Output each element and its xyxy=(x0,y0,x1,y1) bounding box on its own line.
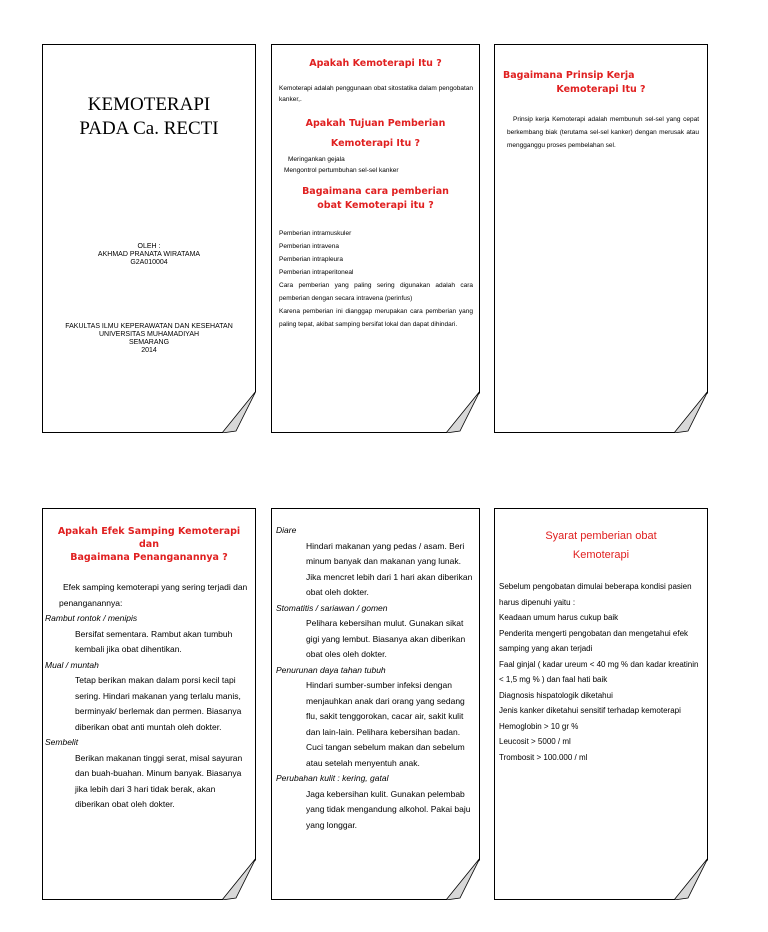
question-method-line1: Bagaimana cara pemberian xyxy=(302,186,449,197)
goal-item: Meringankan gejala xyxy=(288,156,345,163)
requirements-body xyxy=(499,579,703,765)
cover-page xyxy=(42,44,256,433)
side-effect-heading: Stomatitis / sariawan / gomen xyxy=(276,602,388,613)
city-name: SEMARANG xyxy=(128,339,170,346)
side-effects-page-2 xyxy=(271,508,480,900)
side-effects-body-2 xyxy=(276,523,475,833)
cover-title-line1: KEMOTERAPI xyxy=(87,94,211,115)
method-paragraph-2: Karena pemberian ini dianggap merupakan cara pemberian yang paling tepat, akibat samping bersifat lokal dan dapat dihindari. xyxy=(279,308,473,328)
requirements-page xyxy=(494,508,708,900)
question-principle-line1: Bagaimana Prinsip Kerja xyxy=(503,70,635,81)
info-page-2 xyxy=(494,44,708,433)
question-principle xyxy=(495,69,707,97)
year: 2014 xyxy=(141,347,157,354)
question-side-effects-line2: dan xyxy=(139,539,159,550)
goals-list xyxy=(284,154,473,176)
faculty-name: FAKULTAS ILMU KEPERAWATAN DAN KESEHATAN xyxy=(65,323,233,330)
cover-title-line2: PADA Ca. RECTI xyxy=(79,118,219,139)
method-item: Pemberian intravena xyxy=(279,243,339,250)
requirements-title-line1: Syarat pemberian obat xyxy=(545,530,657,542)
method-item: Pemberian intramuskuler xyxy=(279,230,352,237)
question-side-effects-line1: Apakah Efek Samping Kemoterapi xyxy=(57,526,241,537)
method-paragraph-1: Cara pemberian yang paling sering digunakan adalah cara pemberian dengan secara intravena (perinfus) xyxy=(279,282,473,302)
page-curl-icon xyxy=(446,391,480,433)
side-effects-page xyxy=(42,508,256,900)
goal-item: Mengontrol pertumbuhan sel-sel kanker xyxy=(284,167,399,174)
question-purpose xyxy=(272,117,479,151)
requirement-item: Diagnosis hispatologik diketahui xyxy=(499,690,613,700)
oleh-label: OLEH : xyxy=(137,243,161,250)
side-effect-heading: Mual / muntah xyxy=(45,659,99,670)
page-curl-icon xyxy=(222,858,256,900)
question-purpose-line2: Kemoterapi Itu ? xyxy=(330,138,421,149)
side-effect-text: Hindari sumber-sumber infeksi dengan menjauhkan anak dari orang yang sedang flu, sakit tenggorokan, cacar air, sakit kulit dan lain-lain. Pelihara kebersihan badan. Cuci tangan sebelum makan dan sebelum atau setelah menyentuh anak. xyxy=(306,680,465,768)
institution-block xyxy=(43,323,255,355)
page-curl-icon xyxy=(446,858,480,900)
requirement-item: Jenis kanker diketahui sensitif terhadap kemoterapi xyxy=(499,706,681,715)
method-item: Pemberian intrapleura xyxy=(279,256,343,263)
requirement-item: Penderita mengerti pengobatan dan mengetahui efek samping yang akan terjadi xyxy=(499,628,689,653)
page-curl-icon xyxy=(674,391,708,433)
university-name: UNIVERSITAS MUHAMADIYAH xyxy=(98,331,200,338)
side-effect-heading: Penurunan daya tahan tubuh xyxy=(276,664,386,675)
question-purpose-line1: Apakah Tujuan Pemberian xyxy=(305,118,446,129)
page-curl-icon xyxy=(222,391,256,433)
cover-title xyxy=(43,93,255,141)
side-effect-heading: Rambut rontok / menipis xyxy=(45,613,138,623)
side-effects-intro: Efek samping kemoterapi yang sering terjadi dan penanganannya: xyxy=(59,582,248,608)
requirement-item: Leucosit > 5000 / ml xyxy=(499,737,571,746)
side-effect-text: Jaga kebersihan kulit. Gunakan pelembab yang tidak mengandung alkohol. Pakai baju yang longgar. xyxy=(306,788,471,830)
requirement-item: Hemoglobin > 10 gr % xyxy=(499,721,579,731)
question-side-effects xyxy=(43,525,255,564)
side-effect-text: Bersifat sementara. Rambut akan tumbuh kembali jika obat dihentikan. xyxy=(75,628,233,654)
principle-text: Prinsip kerja Kemoterapi adalah membunuh sel-sel yang cepat berkembang biak (terutama sel-sel kanker) dengan merusak atau mengganggu proses pembelahan sel. xyxy=(507,116,699,149)
side-effect-text: Tetap berikan makan dalam porsi kecil tapi sering. Hindari makanan yang terlalu manis, berminyak/ berlemak dan permen. Biasanya diberikan obat anti muntah oleh dokter. xyxy=(75,675,242,732)
side-effect-text: Hindari makanan yang pedas / asam. Beri minum banyak dan makanan yang lunak. Jika mencret lebih dari 1 hari akan diberikan obat oleh dokter. xyxy=(306,540,473,597)
page-curl-icon xyxy=(674,858,708,900)
author-name: AKHMAD PRANATA WIRATAMA xyxy=(97,251,201,258)
side-effect-heading: Perubahan kulit : kering, gatal xyxy=(276,773,389,783)
side-effect-text: Pelihara kebersihan mulut. Gunakan sikat gigi yang lembut. Biasanya akan diberikan obat oles oleh dokter. xyxy=(306,618,466,659)
requirement-item: Trombosit > 100.000 / ml xyxy=(499,752,588,762)
author-block xyxy=(43,243,255,267)
side-effect-heading: Sembelit xyxy=(45,737,79,747)
side-effects-body xyxy=(45,580,249,813)
requirements-title xyxy=(495,527,707,565)
question-what-is: Apakah Kemoterapi Itu ? xyxy=(309,58,442,69)
side-effect-text: Berikan makanan tinggi serat, misal sayuran dan buah-buahan. Minum banyak. Biasanya jika lebih dari 3 hari tidak berak, akan diberikan obat oleh dokter. xyxy=(75,752,243,809)
side-effect-heading: Diare xyxy=(276,525,297,535)
question-principle-line2: Kemoterapi Itu ? xyxy=(556,84,646,95)
question-method xyxy=(272,185,479,213)
requirements-title-line2: Kemoterapi xyxy=(572,549,630,561)
question-method-line2: obat Kemoterapi itu ? xyxy=(317,200,434,211)
requirement-item: Faal ginjal ( kadar ureum < 40 mg % dan kadar kreatinin < 1,5 mg % ) dan faal hati baik xyxy=(499,659,699,684)
method-item: Pemberian intraperitoneal xyxy=(279,269,354,276)
requirements-intro: Sebelum pengobatan dimulai beberapa kondisi pasien harus dipenuhi yaitu : xyxy=(499,582,692,607)
methods-list xyxy=(279,227,473,279)
question-side-effects-line3: Bagaimana Penanganannya ? xyxy=(70,552,228,563)
student-id: G2A010004 xyxy=(130,259,168,266)
info-page-1 xyxy=(271,44,480,433)
requirement-item: Keadaan umum harus cukup baik xyxy=(499,613,619,622)
answer-what-is: Kemoterapi adalah penggunaan obat sitostatika dalam pengobatan kanker,. xyxy=(279,85,473,103)
